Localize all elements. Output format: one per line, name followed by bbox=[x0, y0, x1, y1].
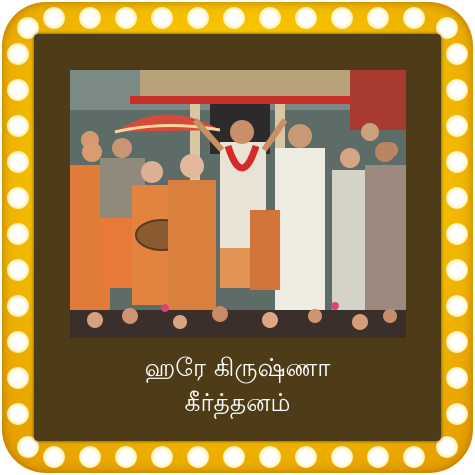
marquee-bulb bbox=[446, 187, 468, 209]
kirtan-photo bbox=[70, 70, 406, 338]
title-line-2: கீர்த்தனம் bbox=[184, 388, 291, 417]
marquee-bulb bbox=[7, 259, 29, 281]
marquee-bulb bbox=[446, 223, 468, 245]
marquee-bulb bbox=[367, 7, 389, 29]
marquee-bulb bbox=[7, 223, 29, 245]
marquee-bulb bbox=[223, 7, 245, 29]
marquee-bulb bbox=[7, 187, 29, 209]
marquee-bulb bbox=[223, 446, 245, 468]
marquee-bulb bbox=[151, 446, 173, 468]
marquee-bulb bbox=[187, 7, 209, 29]
marquee-bulb bbox=[403, 7, 425, 29]
marquee-bulb bbox=[187, 446, 209, 468]
marquee-bulb bbox=[446, 115, 468, 137]
marquee-bulb bbox=[151, 7, 173, 29]
marquee-bulb bbox=[446, 367, 468, 389]
marquee-bulb bbox=[7, 331, 29, 353]
marquee-bulb bbox=[7, 295, 29, 317]
marquee-bulb bbox=[7, 115, 29, 137]
marquee-bulb bbox=[446, 331, 468, 353]
marquee-bulb bbox=[367, 446, 389, 468]
title-line-1: ஹரே கிருஷ்ணா bbox=[144, 353, 331, 382]
marquee-bulb bbox=[7, 43, 29, 65]
marquee-bulb bbox=[295, 446, 317, 468]
marquee-bulb bbox=[259, 7, 281, 29]
marquee-bulb bbox=[295, 7, 317, 29]
kirtan-procession-photo-icon bbox=[70, 70, 406, 338]
marquee-bulb bbox=[331, 7, 353, 29]
marquee-bulb bbox=[79, 7, 101, 29]
marquee-bulb bbox=[43, 7, 65, 29]
marquee-bulb bbox=[446, 79, 468, 101]
marquee-bulb bbox=[403, 446, 425, 468]
marquee-bulb bbox=[446, 151, 468, 173]
marquee-bulb bbox=[115, 7, 137, 29]
marquee-bulb bbox=[7, 367, 29, 389]
marquee-bulb bbox=[7, 151, 29, 173]
marquee-bulb bbox=[115, 446, 137, 468]
marquee-bulb bbox=[446, 259, 468, 281]
marquee-bulb bbox=[79, 446, 101, 468]
marquee-bulb bbox=[259, 446, 281, 468]
marquee-bulb bbox=[446, 295, 468, 317]
marquee-bulb bbox=[446, 43, 468, 65]
marquee-bulb bbox=[331, 446, 353, 468]
marquee-bulb bbox=[7, 403, 29, 425]
marquee-bulb bbox=[446, 403, 468, 425]
marquee-bulb bbox=[7, 79, 29, 101]
marquee-bulb bbox=[43, 446, 65, 468]
